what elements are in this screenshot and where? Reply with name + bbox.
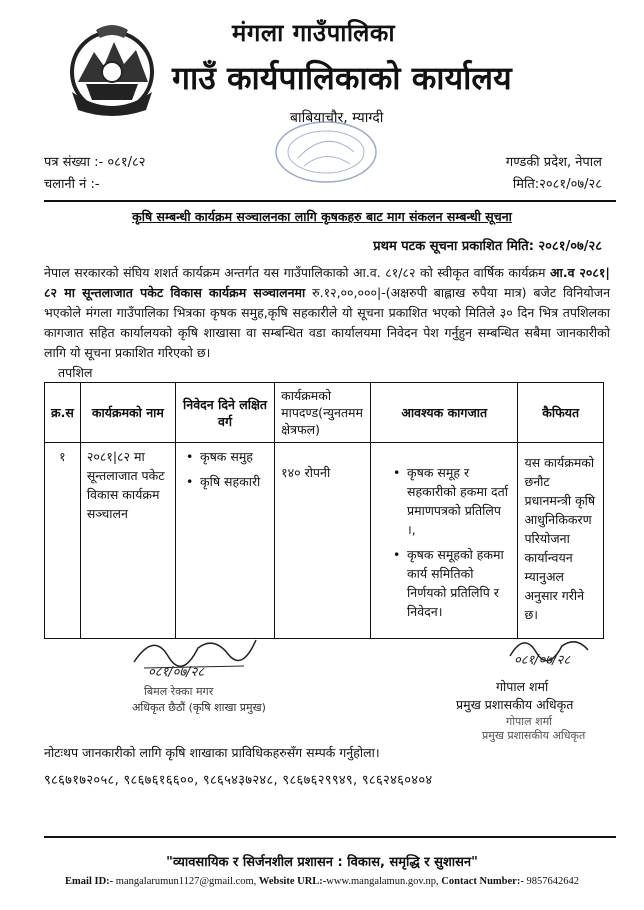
website-label: Website URL:- — [258, 876, 327, 887]
signature-left-name: बिमल रेक्का मगर — [144, 685, 214, 698]
table-header-row — [45, 383, 604, 443]
list-item — [389, 545, 511, 621]
header-divider — [44, 200, 616, 202]
letter-number: पत्र संख्या :- ०८१/८२ — [44, 155, 146, 170]
document-item: कृषक समूह र सहकारीको हकमा दर्ता प्रमाणपत्रको प्रतिलिप ।, — [407, 465, 509, 537]
bullet-icon: • — [185, 474, 194, 489]
bullet-icon: • — [185, 449, 194, 464]
dispatch-number: चलानी नं :- — [44, 177, 100, 192]
header-sn: क्र.स — [45, 383, 81, 443]
letter-meta — [44, 152, 146, 196]
bullet-icon: • — [393, 465, 401, 480]
signature-right-date: ०८१/०७/२८ — [514, 653, 571, 668]
contact-number: 9857642642 — [523, 876, 579, 887]
published-date: प्रथम पटक सूचना प्रकाशित मिति: २०८१/०७/२८ — [373, 239, 602, 254]
list-item — [389, 463, 511, 539]
signature-left-title: अधिकृत छैठौं (कृषि शाखा प्रमुख) — [132, 701, 266, 714]
header-criteria: कार्यक्रमको मापदण्ड(न्युनतमम क्षेत्रफल) — [275, 383, 371, 443]
province: गण्डकी प्रदेश, नेपाल — [505, 155, 602, 170]
signature-right-title: प्रमुख प्रशासकीय अधिकृत — [456, 697, 574, 712]
details-label: तपशिल — [58, 365, 93, 380]
notice-body — [44, 263, 610, 363]
target-item: कृषि सहकारी — [199, 474, 261, 489]
details-table — [44, 382, 604, 639]
header-program: कार्यक्रमको नाम — [80, 383, 175, 443]
motto: "व्यावसायिक र सिर्जनशील प्रशासन : विकास, समृद्धि र सुशासन" — [166, 855, 478, 870]
notice-body-program: आ.व २०८१|८२ मा सून्तलाजात पकेट विकास कार्यक्रम सञ्चालनमा — [44, 265, 610, 300]
notice-body-part-c: रु.१२,००,०००|-(अक्षरुपी बाह्लाख रुपैया मात्र) बजेट विनियोजन भएकोले मंगला गाउँपालिका भित्रका कृषक समुह,कृषि सहकारीले यो सूचना प्रकाशित भएको मितिले ३० दिन भित्र तपशिलका कागजात सहित कार्यालयको कृषि शाखासा वा सम्बन्धित वडा कार्यालयमा निवेदन पेश गर्नुहुन सम्बन्धित सबैमा जानकारीको लागि यो सूचना प्रकाशित गरिएको छ। — [44, 285, 611, 360]
cell-criteria: १४० रोपनी — [275, 443, 371, 639]
nepal-emblem-icon — [66, 22, 158, 120]
email-link[interactable]: mangalarumun1127@gmail.com, — [113, 876, 259, 887]
list-item — [182, 447, 268, 466]
signature-left — [118, 622, 278, 722]
footer-contacts — [0, 876, 644, 887]
letter-date: मिति:२०८१/०७/२८ — [512, 177, 602, 192]
signature-right-name: गोपाल शर्मा — [496, 679, 549, 694]
contact-label: Contact Number:- — [441, 876, 524, 887]
signature-left-date: ०८१/०७/२८ — [148, 665, 205, 680]
office-title: गाउँ कार्यपालिकाको कार्यालय — [172, 59, 512, 97]
website-link[interactable]: www.mangalamun.gov.np, — [326, 876, 442, 887]
signature-right — [456, 630, 620, 742]
footer-divider — [44, 836, 616, 838]
cell-sn: १ — [45, 443, 81, 639]
note-text: नोटःथप जानकारीको लागि कृषि शाखाका प्राविधिकहरुसँग सम्पर्क गर्नुहोला। — [44, 745, 380, 760]
office-location: बाबियाचौर, म्याग्दी — [290, 110, 384, 126]
table-row — [45, 443, 604, 639]
list-item — [182, 472, 268, 491]
cell-target — [175, 443, 274, 639]
bullet-icon: • — [393, 547, 401, 562]
target-item: कृषक समुह — [199, 449, 253, 464]
stamp-title: प्रमुख प्रशासकीय अधिकृत — [482, 729, 586, 742]
notice-subject: कृषि सम्बन्धी कार्यक्रम सञ्चालनका लागि कृषकहरु बाट माग संकलन सम्बन्धी सूचना — [132, 209, 512, 224]
header-target: निवेदन दिने लक्षित वर्ग — [175, 383, 274, 443]
cell-program: २०८१|८२ मा सून्तलाजात पकेट विकास कार्यक्रम सञ्चालन — [80, 443, 175, 639]
cell-documents — [371, 443, 518, 639]
cell-remarks: यस कार्यक्रमको छनौट प्रधानमन्त्री कृषि आधुनिकिकरण परियोजना कार्यान्वयन म्यानुअल अनुसार गरीने छ। — [518, 443, 604, 639]
stamp-name: गोपाल शर्मा — [506, 715, 553, 728]
municipality-name: मंगला गाउँपालिका — [232, 19, 396, 47]
office-stamp-icon — [270, 118, 382, 184]
letter-meta-right — [506, 152, 602, 196]
phone-numbers: ९८६७१७२०५८, ९८६७६१६६००, ९८६५४३७२४८, ९८६७६२९९४९, ९८६२४६०४०४ — [44, 773, 433, 788]
notice-body-part-a: नेपाल सरकारको संघिय शशर्त कार्यक्रम अन्तर्गत यस गाउँपालिकाको आ.व. ८१/८२ को स्वीकृत वार्षिक कार्यक्रम — [44, 265, 546, 280]
header-remarks: कैफियत — [518, 383, 604, 443]
header-documents: आवश्यक कागजात — [371, 383, 518, 443]
email-label: Email ID:- — [65, 876, 114, 887]
document-item: कृषक समूहको हकमा कार्य समितिको निर्णयको प्रतिलिपि र निवेदन। — [407, 547, 504, 619]
